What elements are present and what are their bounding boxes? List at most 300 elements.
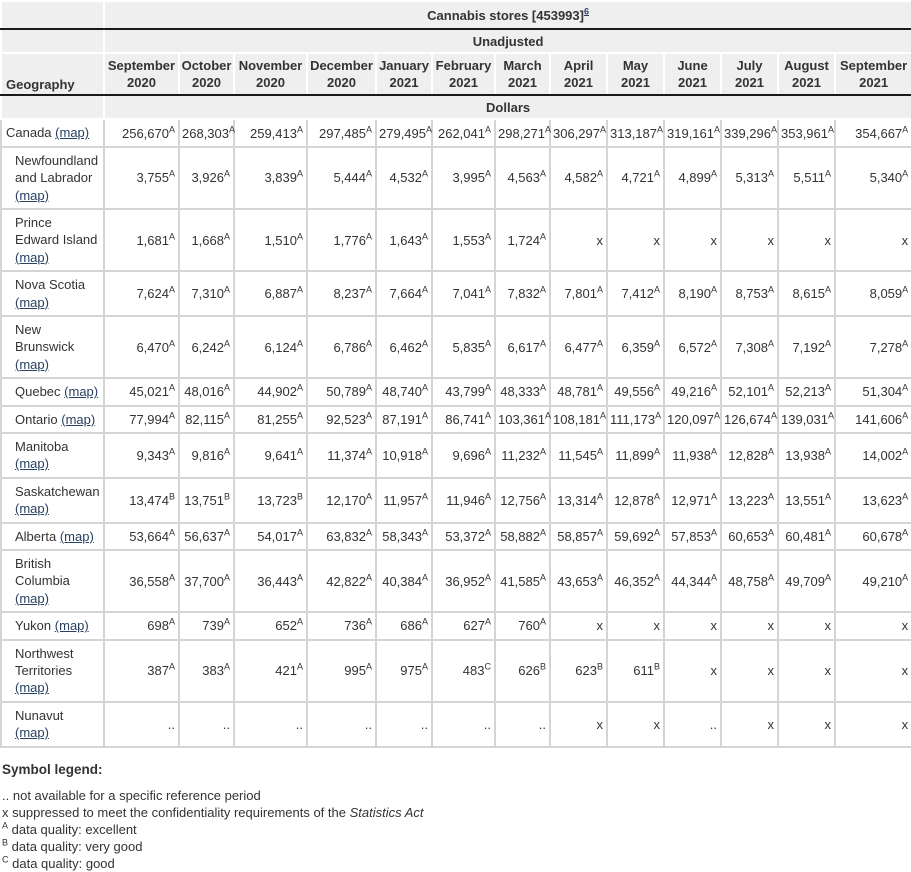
map-link[interactable]: (map) — [15, 294, 49, 310]
value-cell — [376, 550, 432, 612]
quality-flag: A — [296, 617, 303, 628]
value: 7,278 — [869, 339, 903, 355]
table-body — [1, 119, 911, 746]
value: 7,412 — [621, 286, 654, 302]
value-cell — [495, 640, 550, 702]
value: 313,187 — [610, 125, 657, 141]
value: 11,374 — [327, 447, 366, 463]
quality-flag: A — [710, 338, 717, 349]
value: 37,700 — [184, 573, 224, 589]
map-link[interactable]: (map) — [15, 187, 49, 203]
value-cell — [607, 271, 664, 316]
value: 9,343 — [136, 447, 169, 463]
value-cell — [607, 378, 664, 405]
value-cell — [607, 119, 664, 146]
value-cell — [104, 550, 179, 612]
value: 8,190 — [678, 286, 711, 302]
column-month: December — [310, 58, 373, 73]
quality-flag: A — [545, 124, 552, 135]
value: 82,115 — [185, 411, 224, 427]
value-cell — [550, 119, 607, 146]
quality-flag: A — [296, 231, 303, 242]
value: 6,786 — [333, 339, 366, 355]
value-cell — [376, 378, 432, 405]
value: x — [710, 663, 717, 679]
column-header — [495, 53, 550, 95]
value: 44,344 — [671, 573, 711, 589]
quality-flag: A — [168, 231, 175, 242]
value-cell — [550, 433, 607, 478]
geography-cell — [1, 702, 104, 747]
value: 13,623 — [862, 492, 903, 508]
value: 9,696 — [452, 447, 485, 463]
value: 14,002 — [862, 447, 903, 463]
quality-flag: A — [421, 446, 428, 457]
value: .. — [709, 716, 717, 732]
column-header — [104, 53, 179, 95]
value-cell — [376, 612, 432, 639]
quality-flag: A — [653, 169, 660, 179]
value: 5,835 — [452, 339, 485, 355]
map-link[interactable]: (map) — [61, 411, 96, 427]
column-header — [664, 53, 721, 95]
quality-flag: A — [421, 527, 428, 538]
value: x — [653, 232, 660, 248]
value: 3,926 — [191, 170, 224, 186]
value-cell — [307, 702, 376, 747]
quality-flag: A — [600, 124, 607, 135]
value-cell — [778, 147, 835, 209]
table-row — [1, 640, 911, 702]
legend-italic-text: Statistics Act — [349, 804, 424, 820]
quality-flag: A — [596, 446, 603, 457]
quality-flag: A — [771, 124, 778, 135]
value-cell — [664, 147, 721, 209]
map-link[interactable]: (map) — [15, 501, 49, 517]
legend-text: suppressed to meet the confidentiality requirements of the — [12, 804, 350, 820]
value: 77,994 — [129, 411, 169, 427]
value-cell — [607, 478, 664, 523]
geography-cell — [1, 119, 104, 146]
value-cell — [234, 523, 307, 550]
quality-flag: A — [824, 491, 831, 502]
geography-cell — [1, 271, 104, 316]
value: x — [767, 618, 774, 634]
value: 11,899 — [615, 447, 654, 463]
value-cell — [664, 119, 721, 146]
quality-flag: A — [223, 527, 230, 538]
quality-flag: A — [365, 661, 372, 672]
value-cell — [104, 523, 179, 550]
value-cell — [778, 523, 835, 550]
value: x — [596, 232, 603, 248]
quality-flag: A — [484, 338, 491, 349]
legend-symbol: x — [2, 804, 9, 820]
table-row — [1, 147, 911, 209]
value: 7,832 — [507, 286, 540, 302]
value: 13,223 — [728, 492, 768, 508]
legend-text: data quality: very good — [11, 838, 143, 854]
legend-item — [2, 838, 909, 855]
quality-flag: A — [767, 383, 774, 394]
quality-flag: A — [223, 338, 230, 349]
value: 1,668 — [191, 232, 224, 248]
quality-flag: A — [653, 284, 660, 295]
column-month: July — [736, 58, 763, 73]
map-link[interactable]: (map) — [15, 356, 49, 372]
value-cell — [664, 209, 721, 271]
column-year: 2020 — [256, 75, 285, 91]
map-link[interactable]: (map) — [64, 384, 99, 400]
quality-flag: A — [596, 572, 603, 583]
value: 4,721 — [621, 170, 654, 186]
value: x — [824, 663, 831, 679]
legend-title: Symbol legend: — [2, 761, 103, 777]
value-cell — [104, 612, 179, 639]
value: 7,310 — [191, 286, 224, 302]
value-cell — [179, 271, 234, 316]
value-cell — [495, 702, 550, 747]
value-cell — [307, 316, 376, 378]
value-cell — [607, 640, 664, 702]
value: 45,021 — [129, 384, 169, 400]
value: 58,882 — [500, 528, 540, 544]
value: 126,674 — [724, 411, 771, 427]
quality-flag: A — [168, 527, 175, 538]
quality-flag: A — [767, 491, 774, 502]
value-cell — [721, 378, 778, 405]
value: 53,372 — [445, 528, 485, 544]
value: 58,343 — [382, 528, 422, 544]
value: 57,853 — [671, 528, 711, 544]
value: 48,758 — [728, 573, 768, 589]
geography-cell — [1, 550, 104, 612]
map-link[interactable]: (map) — [15, 590, 49, 606]
value: 4,563 — [507, 170, 540, 186]
quality-flag: A — [296, 446, 303, 457]
title-row — [1, 1, 911, 29]
geography-cell — [1, 612, 104, 639]
value-cell — [721, 523, 778, 550]
value-cell — [721, 119, 778, 146]
quality-flag: A — [421, 169, 428, 179]
value-cell — [432, 147, 495, 209]
value: 11,957 — [383, 492, 422, 508]
value-cell — [778, 378, 835, 405]
symbol-legend — [0, 748, 909, 872]
value-cell — [234, 147, 307, 209]
value: 4,899 — [678, 170, 711, 186]
value-cell — [835, 640, 911, 702]
column-year: 2021 — [621, 75, 650, 91]
quality-flag: A — [714, 124, 721, 135]
value-cell — [721, 147, 778, 209]
value-cell — [234, 612, 307, 639]
quality-flag: A — [365, 169, 372, 179]
quality-flag: A — [902, 410, 909, 421]
quality-flag: B — [168, 491, 175, 502]
value-cell — [179, 550, 234, 612]
value-cell — [104, 702, 179, 747]
quality-flag: A — [902, 383, 909, 394]
value-cell — [432, 702, 495, 747]
value: .. — [295, 716, 303, 732]
quality-flag: A — [484, 383, 491, 394]
value: 6,359 — [621, 339, 654, 355]
value-cell — [664, 478, 721, 523]
quality-flag: A — [902, 169, 909, 179]
value: x — [824, 618, 831, 634]
column-header — [721, 53, 778, 95]
quality-flag: A — [365, 617, 372, 628]
value: 995 — [344, 663, 366, 679]
value-cell — [495, 523, 550, 550]
value-cell — [495, 271, 550, 316]
geography-label: Northwest Territories — [15, 645, 74, 679]
value: 44,902 — [257, 384, 297, 400]
value: 6,477 — [564, 339, 597, 355]
legend-symbol: C — [2, 854, 9, 865]
value: 49,709 — [785, 573, 825, 589]
map-link[interactable]: (map) — [15, 725, 49, 741]
quality-flag: A — [223, 410, 230, 421]
quality-flag: A — [484, 617, 491, 628]
value-cell — [307, 406, 376, 433]
value: 51,304 — [862, 384, 903, 400]
legend-items — [2, 787, 909, 872]
value-cell — [721, 702, 778, 747]
value: 7,624 — [136, 286, 169, 302]
quality-flag: A — [767, 169, 774, 179]
value-cell — [179, 640, 234, 702]
value-cell — [432, 316, 495, 378]
quality-flag: A — [365, 491, 372, 502]
quality-flag: A — [365, 410, 372, 421]
value: 48,016 — [184, 384, 224, 400]
value: 4,582 — [564, 170, 597, 186]
value-cell — [495, 378, 550, 405]
quality-flag: A — [539, 169, 546, 179]
value: 7,192 — [792, 339, 825, 355]
quality-flag: A — [168, 284, 175, 295]
quality-flag: A — [902, 284, 909, 295]
quality-flag: A — [902, 124, 909, 135]
quality-flag: A — [223, 231, 230, 242]
quality-flag: A — [229, 124, 236, 135]
value: 54,017 — [257, 528, 297, 544]
value-cell — [104, 640, 179, 702]
value-cell — [495, 433, 550, 478]
column-header — [307, 53, 376, 95]
column-header — [607, 53, 664, 95]
quality-flag: A — [223, 284, 230, 295]
quality-flag: A — [596, 338, 603, 349]
value-cell — [234, 640, 307, 702]
value-cell — [432, 612, 495, 639]
value: 13,474 — [129, 492, 169, 508]
value: 339,296 — [724, 125, 771, 141]
map-link[interactable]: (map) — [59, 528, 94, 544]
quality-flag: A — [902, 491, 909, 502]
legend-symbol: B — [2, 837, 9, 848]
footnote-link[interactable]: 6 — [583, 6, 589, 17]
quality-flag: A — [484, 572, 491, 583]
value-cell — [835, 209, 911, 271]
value-cell — [607, 406, 664, 433]
value: 42,822 — [326, 573, 366, 589]
value-cell — [664, 406, 721, 433]
value-cell — [234, 406, 307, 433]
value-cell — [721, 406, 778, 433]
quality-flag: A — [653, 527, 660, 538]
quality-flag: A — [767, 527, 774, 538]
value: 36,558 — [129, 573, 169, 589]
quality-flag: A — [767, 446, 774, 457]
value: 12,878 — [614, 492, 654, 508]
quality-flag: A — [296, 284, 303, 295]
value-cell — [307, 612, 376, 639]
quality-flag: A — [484, 527, 491, 538]
value: 48,740 — [382, 384, 422, 400]
quality-flag: A — [296, 527, 303, 538]
geography-cell — [1, 378, 104, 405]
value: x — [767, 716, 774, 732]
map-link[interactable]: (map) — [55, 125, 90, 141]
value: 5,340 — [869, 170, 903, 186]
quality-flag: A — [771, 410, 778, 421]
value: 6,572 — [678, 339, 711, 355]
column-month: February — [435, 58, 492, 73]
legend-symbol: A — [2, 820, 9, 831]
geography-label: Prince Edward Island — [15, 214, 98, 248]
column-year: 2021 — [564, 75, 593, 91]
value-cell — [234, 271, 307, 316]
value: x — [767, 232, 774, 248]
value-cell — [778, 119, 835, 146]
quality-flag: A — [223, 169, 230, 179]
column-month: September — [107, 58, 176, 73]
value-cell — [376, 119, 432, 146]
value-cell — [778, 406, 835, 433]
value-cell — [179, 147, 234, 209]
value: 10,918 — [382, 447, 422, 463]
value-cell — [550, 406, 607, 433]
value-cell — [721, 316, 778, 378]
value: 43,799 — [445, 384, 485, 400]
value-cell — [721, 640, 778, 702]
value: 739 — [202, 618, 224, 634]
value-cell — [307, 433, 376, 478]
value: 52,101 — [728, 384, 768, 400]
column-header — [234, 53, 307, 95]
table-row — [1, 523, 911, 550]
column-year: 2020 — [327, 75, 356, 91]
value-cell — [432, 640, 495, 702]
value: 58,857 — [557, 528, 597, 544]
value-cell — [721, 433, 778, 478]
map-link[interactable]: (map) — [15, 680, 49, 696]
value-cell — [234, 209, 307, 271]
value-cell — [432, 523, 495, 550]
value: 319,161 — [667, 125, 714, 141]
quality-flag: A — [824, 572, 831, 583]
value: 6,887 — [264, 286, 297, 302]
value-cell — [778, 433, 835, 478]
legend-item — [2, 855, 909, 872]
geography-cell — [1, 478, 104, 523]
quality-flag: A — [484, 284, 491, 295]
value-cell — [835, 433, 911, 478]
quality-flag: A — [710, 284, 717, 295]
value-cell — [234, 316, 307, 378]
value: 1,643 — [389, 232, 422, 248]
value-cell — [550, 640, 607, 702]
value-cell — [835, 612, 911, 639]
value-cell — [550, 316, 607, 378]
table-row — [1, 378, 911, 405]
value-cell — [550, 550, 607, 612]
value-cell — [664, 550, 721, 612]
value-cell — [179, 406, 234, 433]
value: 353,961 — [781, 125, 828, 141]
value: .. — [483, 716, 491, 732]
value: 8,615 — [792, 286, 825, 302]
value: 686 — [400, 618, 422, 634]
value: 86,741 — [445, 411, 485, 427]
value-cell — [179, 478, 234, 523]
column-year: 2021 — [859, 75, 889, 91]
value-cell — [721, 478, 778, 523]
column-year: 2021 — [792, 75, 821, 91]
quality-flag: A — [767, 284, 774, 295]
value-cell — [778, 702, 835, 747]
value: 60,678 — [862, 528, 903, 544]
value: 7,308 — [735, 339, 768, 355]
column-month: March — [503, 58, 542, 73]
map-link[interactable]: (map) — [15, 249, 49, 265]
value-cell — [550, 612, 607, 639]
quality-flag: A — [539, 231, 546, 242]
table-row — [1, 406, 911, 433]
quality-flag: A — [223, 661, 230, 672]
value-cell — [495, 478, 550, 523]
table-row — [1, 478, 911, 523]
value: 49,556 — [614, 384, 654, 400]
value-cell — [835, 119, 911, 146]
value-cell — [104, 433, 179, 478]
value: .. — [222, 716, 230, 732]
geography-label: Yukon — [15, 618, 52, 634]
legend-symbol: .. — [2, 787, 10, 803]
quality-flag: A — [600, 410, 607, 421]
quality-flag: A — [426, 124, 433, 135]
column-year: 2021 — [449, 75, 478, 91]
value-cell — [376, 478, 432, 523]
value: 60,653 — [728, 528, 768, 544]
quality-flag: A — [902, 572, 909, 583]
quality-flag: A — [484, 169, 491, 179]
map-link[interactable]: (map) — [15, 456, 49, 472]
geography-label: Saskatchewan — [15, 483, 100, 499]
value: 13,314 — [557, 492, 597, 508]
value: 3,995 — [452, 170, 485, 186]
column-month: October — [181, 58, 232, 73]
value-cell — [307, 640, 376, 702]
map-link[interactable]: (map) — [54, 618, 89, 634]
quality-flag: A — [539, 446, 546, 457]
value-cell — [495, 406, 550, 433]
value-cell — [179, 523, 234, 550]
